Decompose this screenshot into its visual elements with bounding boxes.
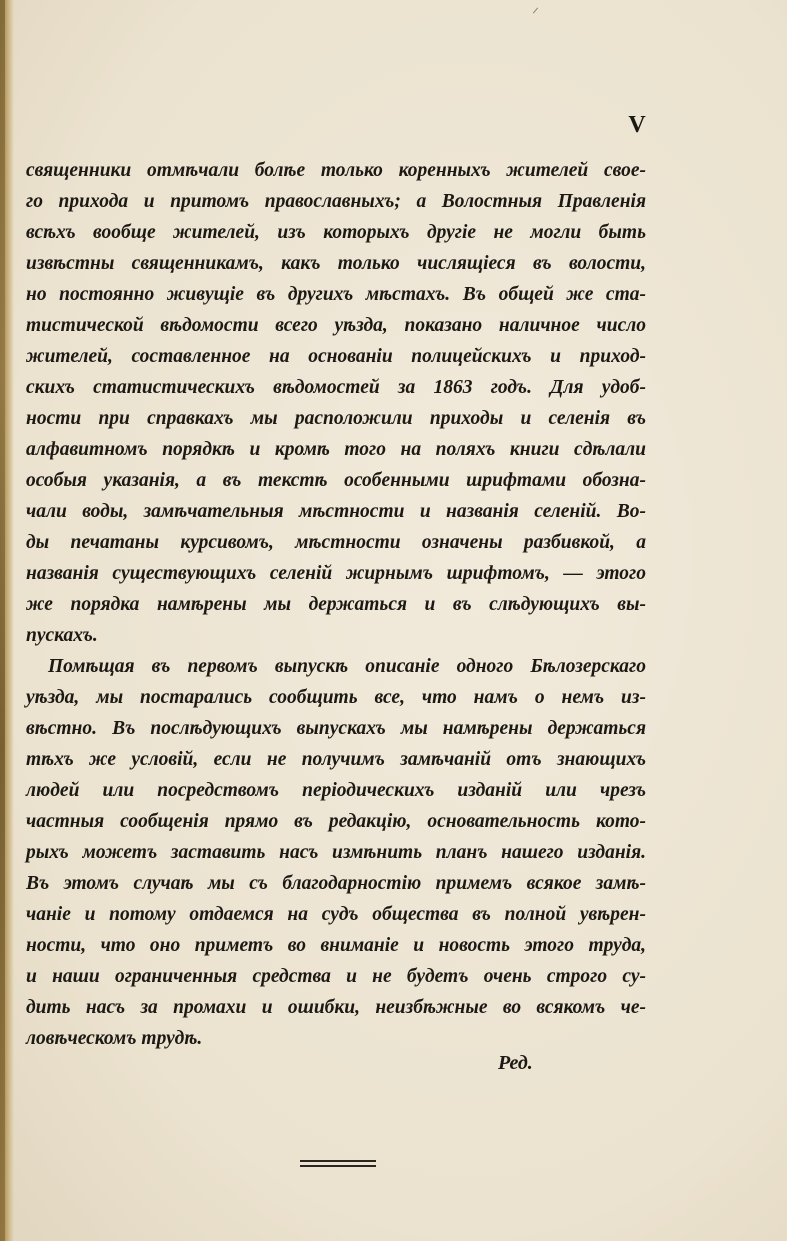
- text-line: пускахъ.: [26, 625, 98, 646]
- text-line: алфавитномъ порядкѣ и кромѣ того на поляхъ книги сдѣлали: [26, 439, 646, 460]
- closing-rule: [300, 1160, 376, 1162]
- text-line: ды печатаны курсивомъ, мѣстности означены разбивкой, а: [26, 532, 646, 553]
- text-line: но постоянно живущіе въ другихъ мѣстахъ. Въ общей же ста-: [26, 284, 646, 305]
- page-number: V: [628, 112, 646, 138]
- text-line: ности при справкахъ мы расположили приходы и селенія въ: [26, 408, 646, 429]
- closing-rule: [300, 1165, 376, 1167]
- page-spine-edge: [0, 0, 5, 1241]
- text-line: ности, что оно приметъ во вниманіе и новость этого труда,: [26, 935, 646, 956]
- text-line: людей или посредствомъ періодическихъ изданій или чрезъ: [26, 780, 646, 801]
- text-line: тѣхъ же условій, если не получимъ замѣчаній отъ знающихъ: [26, 749, 646, 770]
- text-line: вѣстно. Въ послѣдующихъ выпускахъ мы намѣрены держаться: [26, 718, 646, 739]
- text-line: частныя сообщенія прямо въ редакцію, основательность кото-: [26, 811, 646, 832]
- text-line: священники отмѣчали болѣе только коренныхъ жителей свое-: [26, 160, 646, 181]
- text-line: чаніе и потому отдаемся на судъ общества въ полной увѣрен-: [26, 904, 646, 925]
- text-line: особыя указанія, а въ текстѣ особенными шрифтами обозна-: [26, 470, 646, 491]
- editor-signature: Ред.: [498, 1052, 533, 1074]
- text-line: ловѣческомъ трудѣ.: [26, 1028, 203, 1049]
- text-line: и наши ограниченныя средства и не будетъ очень строго су-: [26, 966, 646, 987]
- text-line: скихъ статистическихъ вѣдомостей за 1863 годъ. Для удоб-: [26, 377, 646, 398]
- text-line: тистической вѣдомости всего уѣзда, показано наличное число: [26, 315, 646, 336]
- text-line: Помѣщая въ первомъ выпускѣ описаніе одного Бѣлозерскаго: [48, 656, 646, 677]
- text-line: рыхъ можетъ заставить насъ измѣнить планъ нашего изданія.: [26, 842, 646, 863]
- text-line: названія существующихъ селеній жирнымъ шрифтомъ, — этого: [26, 563, 646, 584]
- text-line: жителей, составленное на основаніи полицейскихъ и приход-: [26, 346, 646, 367]
- text-line: Въ этомъ случаѣ мы съ благодарностію примемъ всякое замѣ-: [26, 873, 646, 894]
- text-line: го прихода и притомъ православныхъ; а Волостныя Правленія: [26, 191, 646, 212]
- text-line: чали воды, замѣчательныя мѣстности и названія селеній. Во-: [26, 501, 646, 522]
- text-line: же порядка намѣрены мы держаться и въ слѣдующихъ вы-: [26, 594, 646, 615]
- paper-mark: [533, 7, 538, 13]
- text-line: всѣхъ вообще жителей, изъ которыхъ другіе не могли быть: [26, 222, 646, 243]
- text-line: извѣстны священникамъ, какъ только числящіеся въ волости,: [26, 253, 646, 274]
- text-line: уѣзда, мы постарались сообщить все, что намъ о немъ из-: [26, 687, 646, 708]
- text-line: дить насъ за промахи и ошибки, неизбѣжные во всякомъ че-: [26, 997, 646, 1018]
